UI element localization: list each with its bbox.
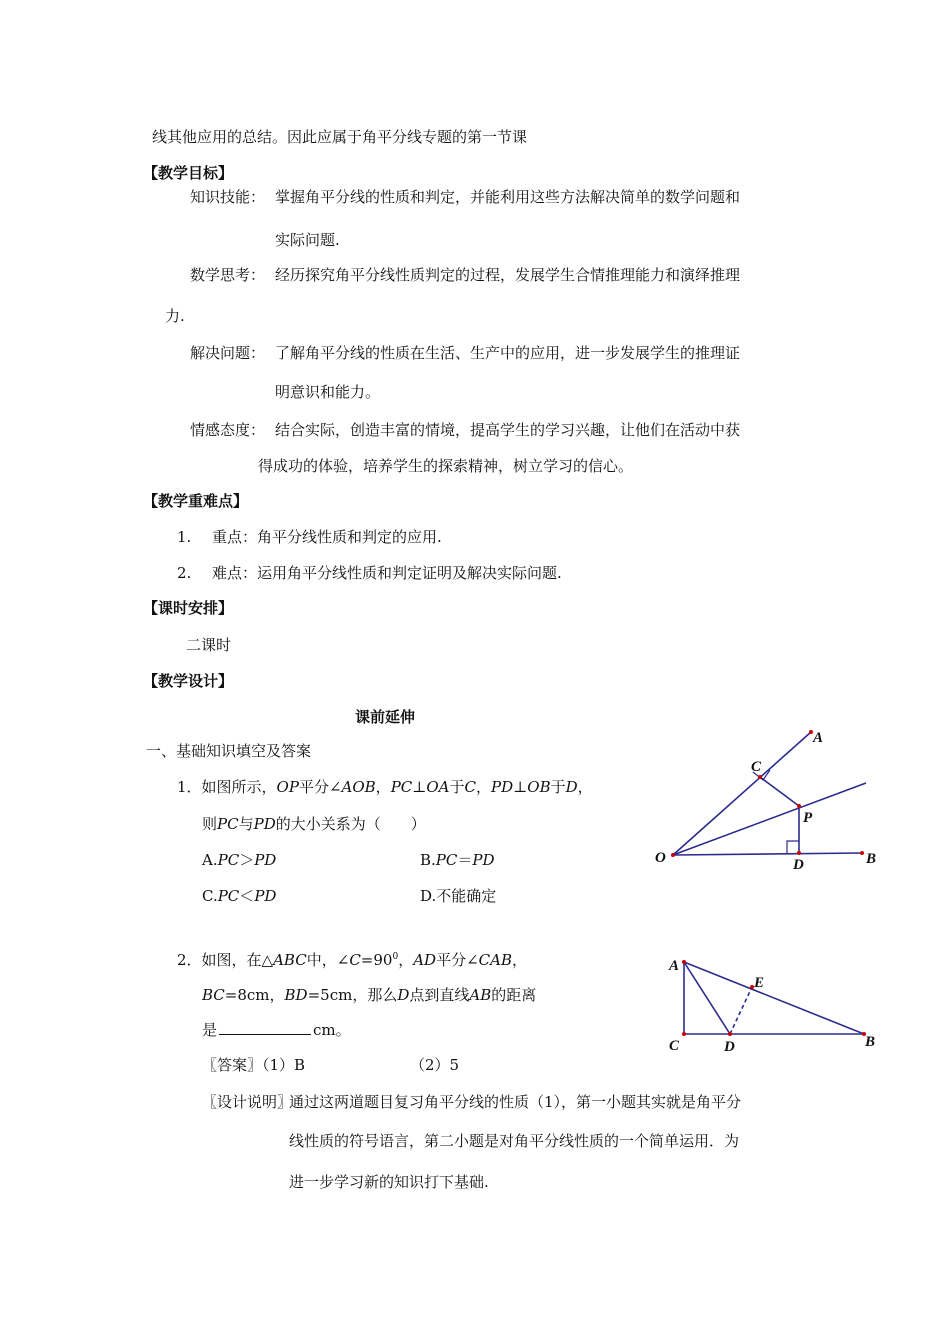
- q1-option-c: C.PC＜PD: [202, 887, 277, 905]
- answer-second: （2）5: [410, 1056, 460, 1074]
- attitude-label: 情感态度：: [190, 421, 266, 439]
- key-point-text: 难点：运用角平分线性质和判定证明及解决实际问题.: [212, 564, 562, 582]
- figure-2-right-triangle: [684, 962, 864, 1034]
- q2-line-1: 2．如图，在△ABC中，$\angle C=90^0$，AD平分∠CAB，: [177, 951, 527, 969]
- point-p: [797, 804, 801, 808]
- thinking-label: 数学思考：: [190, 266, 266, 284]
- knowledge-line-2: 实际问题.: [275, 231, 340, 249]
- knowledge-line-1: 掌握角平分线的性质和判定，并能利用这些方法解决简单的数学问题和: [275, 188, 741, 206]
- section-title: 课前延伸: [355, 708, 416, 726]
- label-a: A: [669, 958, 680, 974]
- explanation-line-1: 通过这两道题目复习角平分线的性质（1），第一小题其实就是角平分: [289, 1093, 742, 1111]
- segment-de: [730, 987, 752, 1034]
- key-point-num: 2.: [177, 564, 192, 582]
- point-o: [671, 853, 675, 857]
- point-d: [728, 1032, 732, 1036]
- problem-line-1: 了解角平分线的性质在生活、生产中的应用，进一步发展学生的推理证: [275, 344, 741, 362]
- segment-ab: [684, 962, 864, 1034]
- q2-line-2: BC=8cm，BD=5cm，那么D点到直线AB的距离: [202, 986, 537, 1004]
- q1-option-d: D.不能确定: [420, 887, 497, 905]
- label-b: B: [865, 1034, 876, 1050]
- schedule-value: 二课时: [186, 636, 232, 654]
- label-e: E: [754, 975, 765, 991]
- segment-pc: [760, 777, 799, 806]
- q2-line-3: 是 cm。: [202, 1021, 351, 1039]
- key-points-heading: 【教学重难点】: [143, 492, 249, 510]
- figure-1-points: [671, 730, 864, 857]
- right-angle-mark-d: [787, 841, 799, 853]
- part1-title: 一、基础知识填空及答案: [146, 742, 312, 760]
- objectives-heading: 【教学目标】: [143, 164, 234, 182]
- attitude-line-2: 得成功的体验，培养学生的探索精神，树立学习的信心。: [258, 457, 634, 475]
- q1-option-b: B.PC＝PD: [420, 851, 495, 869]
- attitude-line-1: 结合实际，创造丰富的情境，提高学生的学习兴趣，让他们在活动中获: [275, 421, 741, 439]
- ray-op: [673, 783, 866, 855]
- label-o: O: [655, 850, 666, 866]
- key-point-text: 重点：角平分线性质和判定的应用.: [212, 528, 442, 546]
- label-c: C: [669, 1038, 680, 1054]
- label-b: B: [866, 851, 877, 867]
- q1-option-a: A.PC＞PD: [202, 851, 277, 869]
- segment-ad: [684, 962, 730, 1034]
- thinking-line-2: 力.: [165, 307, 185, 325]
- problem-line-2: 明意识和能力。: [275, 383, 381, 401]
- point-c: [758, 775, 762, 779]
- figure-1-angle-bisector: [673, 732, 866, 855]
- label-p: P: [803, 810, 813, 826]
- intro-line: 线其他应用的总结。因此应属于角平分线专题的第一节课: [152, 128, 528, 146]
- thinking-line-1: 经历探究角平分线性质判定的过程，发展学生合情推理能力和演绎推理: [275, 266, 741, 284]
- problem-label: 解决问题：: [190, 344, 266, 362]
- ray-ob: [673, 853, 862, 855]
- key-point-num: 1.: [177, 528, 192, 546]
- q1-line-2: 则PC与PD的大小关系为（ ）: [202, 815, 426, 833]
- answer-label: 〖答案〗（1）B: [202, 1056, 306, 1074]
- point-d: [797, 851, 801, 855]
- label-d: D: [724, 1039, 735, 1055]
- point-a: [682, 960, 686, 964]
- knowledge-label: 知识技能：: [190, 188, 266, 206]
- schedule-heading: 【课时安排】: [143, 599, 234, 617]
- design-heading: 【教学设计】: [143, 672, 234, 690]
- label-c: C: [751, 759, 762, 775]
- explanation-label: 〖设计说明〗: [202, 1093, 293, 1111]
- ray-oa: [673, 732, 811, 855]
- q1-line-1: 1．如图所示，OP平分∠AOB，PC⊥OA于C，PD⊥OB于D，: [177, 778, 593, 796]
- label-d: D: [793, 857, 804, 873]
- point-b: [860, 851, 864, 855]
- explanation-line-2: 线性质的符号语言，第二小题是对角平分线性质的一个简单运用．为: [289, 1132, 740, 1150]
- point-c: [682, 1032, 686, 1036]
- explanation-line-3: 进一步学习新的知识打下基础.: [289, 1173, 489, 1191]
- label-a: A: [813, 730, 824, 746]
